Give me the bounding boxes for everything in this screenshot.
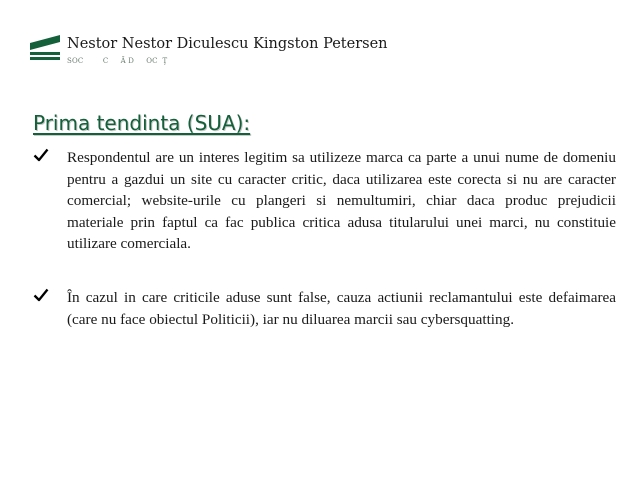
bullet-item xyxy=(33,147,616,255)
firm-logo-icon xyxy=(30,33,60,61)
check-icon xyxy=(33,287,49,303)
firm-name: Nestor Nestor Diculescu Kingston Petersen xyxy=(67,36,388,52)
bullet-text: Respondentul are un interes legitim sa utilizeze marca ca parte a unui nume de domeniu pentru a gazdui un site cu caracter critic, daca utilizarea este corecta si nu are caracter comercial; website-urile cu plangeri si nemultumiri, chiar daca produc prejudicii materiale prin faptul ca fac publica critica adusa titularului unei marci, nu constituie utilizare comerciala. xyxy=(67,149,616,253)
bullet-item xyxy=(33,287,616,330)
bullet-text: În cazul in care criticile aduse sunt false, cauza actiunii reclamantului este defaimarea (care nu face obiectul Politicii), iar nu diluarea marcii sau cybersquatting. xyxy=(67,289,616,328)
firm-subtitle: SOC C Ă D OC Ţ xyxy=(67,57,168,65)
slide-heading: Prima tendinta (SUA): xyxy=(33,111,251,135)
check-icon xyxy=(33,147,49,163)
